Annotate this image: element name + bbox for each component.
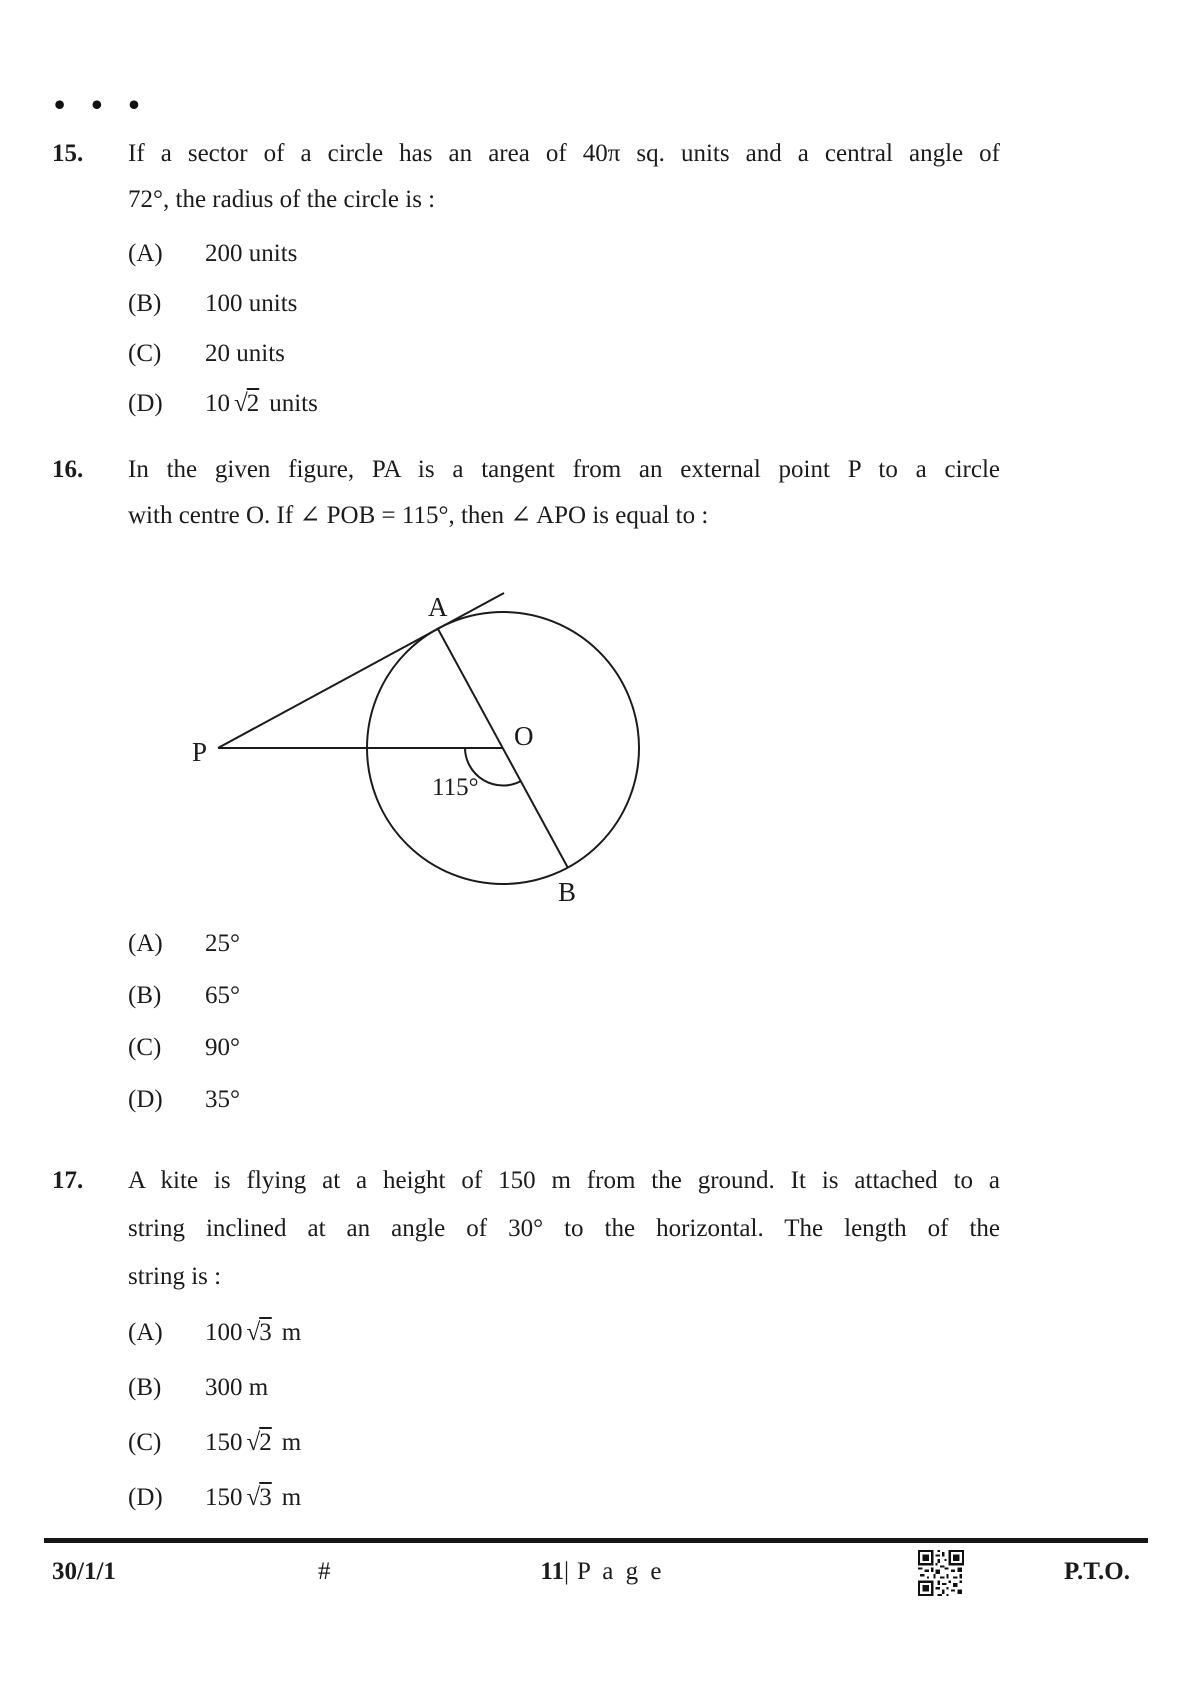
value-suffix: m: [281, 1484, 302, 1511]
option-value: [205, 1305, 301, 1360]
radical-sign: √: [246, 1319, 259, 1346]
question-16-option-c: [128, 1022, 1000, 1074]
option-label: (C): [128, 1429, 162, 1456]
option-label: (D): [128, 1086, 163, 1113]
option-value: [205, 379, 318, 429]
option-label: (B): [128, 1374, 162, 1401]
question-17-option-a: [128, 1305, 1000, 1360]
question-17-line-2: string inclined at an angle of 30° to the horizontal. The length of the: [128, 1215, 1000, 1242]
question-15-option-a: [128, 229, 1000, 279]
question-15-option-b: [128, 279, 1000, 329]
question-16-line-2: with centre O. If ∠ POB = 115°, then ∠ APO is equal to :: [128, 502, 709, 529]
question-16-line-1: In the given figure, PA is a tangent from an external point P to a circle: [128, 456, 1000, 483]
page-number: 11: [540, 1558, 565, 1585]
option-label: (A): [128, 930, 163, 957]
question-17-option-d: [128, 1470, 1000, 1525]
value-prefix: 100: [205, 1319, 243, 1346]
continuation-dots: • • •: [54, 86, 149, 122]
value-prefix: 150: [205, 1429, 243, 1456]
question-15-line-1: If a sector of a circle has an area of 40π sq. units and a central angle of: [128, 140, 1000, 167]
question-16-number: 16.: [52, 456, 84, 483]
qr-code: [918, 1550, 964, 1596]
option-label: (D): [128, 1484, 163, 1511]
question-15-line-2: 72°, the radius of the circle is :: [128, 186, 436, 213]
point-label-p: P: [192, 737, 208, 767]
option-label: (C): [128, 1034, 162, 1061]
footer-paper-code: 30/1/1: [52, 1558, 116, 1585]
question-17-option-c: [128, 1415, 1000, 1470]
sqrt-radical: [247, 1484, 274, 1511]
option-label: (B): [128, 290, 162, 317]
radical-sign: √: [246, 1429, 259, 1456]
sqrt-radical: [247, 1429, 274, 1456]
option-value: [205, 1415, 301, 1470]
option-value: 200 units: [205, 240, 298, 267]
question-15-option-d: [128, 379, 1000, 429]
point-label-b: B: [558, 877, 577, 907]
question-15-option-c: [128, 329, 1000, 379]
value-suffix: m: [281, 1319, 302, 1346]
option-label: (B): [128, 982, 162, 1009]
option-value: 20 units: [205, 340, 285, 367]
option-value: 35°: [205, 1086, 240, 1113]
value-suffix: m: [281, 1429, 302, 1456]
question-16-option-b: [128, 970, 1000, 1022]
question-15-text: [128, 131, 1000, 223]
question-16-text: [128, 447, 1000, 539]
question-17-options: [128, 1305, 1000, 1525]
option-label: (C): [128, 340, 162, 367]
option-label: (A): [128, 1319, 163, 1346]
value-prefix: 10: [205, 390, 230, 417]
point-label-o: O: [514, 721, 534, 751]
point-label-a: A: [428, 592, 448, 622]
option-value: 65°: [205, 982, 240, 1009]
option-value: [205, 1470, 301, 1525]
footer-divider: [44, 1538, 1148, 1543]
footer-hash: #: [318, 1558, 331, 1585]
question-16-option-a: [128, 918, 1000, 970]
value-prefix: 150: [205, 1484, 243, 1511]
option-label: (D): [128, 390, 163, 417]
question-17-option-b: [128, 1360, 1000, 1415]
page-separator: |: [564, 1558, 570, 1585]
sqrt-radical: [234, 390, 261, 417]
question-17-text: [128, 1157, 1000, 1301]
footer-page-indicator: [540, 1557, 664, 1587]
page-word: P a g e: [577, 1558, 665, 1585]
radicand: 2: [259, 1429, 272, 1456]
option-label: (A): [128, 240, 163, 267]
option-value: 25°: [205, 930, 240, 957]
question-16-figure: [185, 545, 655, 917]
question-16-options: [128, 918, 1000, 1126]
question-15-options: [128, 229, 1000, 429]
question-17-line-3: string is :: [128, 1263, 222, 1290]
option-value: 100 units: [205, 290, 298, 317]
sqrt-radical: [247, 1319, 274, 1346]
angle-value-label: 115°: [432, 774, 479, 801]
question-15-number: 15.: [52, 140, 84, 167]
question-17-number: 17.: [52, 1167, 84, 1194]
radicand: 3: [259, 1484, 272, 1511]
radical-sign: √: [246, 1484, 259, 1511]
radicand: 2: [246, 390, 260, 417]
value-suffix: units: [269, 390, 318, 417]
option-value: 300 m: [205, 1374, 269, 1401]
question-17-line-1: A kite is flying at a height of 150 m from the ground. It is attached to a: [128, 1167, 1000, 1194]
radicand: 3: [259, 1319, 272, 1346]
question-16-option-d: [128, 1074, 1000, 1126]
footer-pto: P.T.O.: [1064, 1558, 1130, 1585]
option-value: 90°: [205, 1034, 240, 1061]
radical-sign: √: [234, 390, 246, 417]
